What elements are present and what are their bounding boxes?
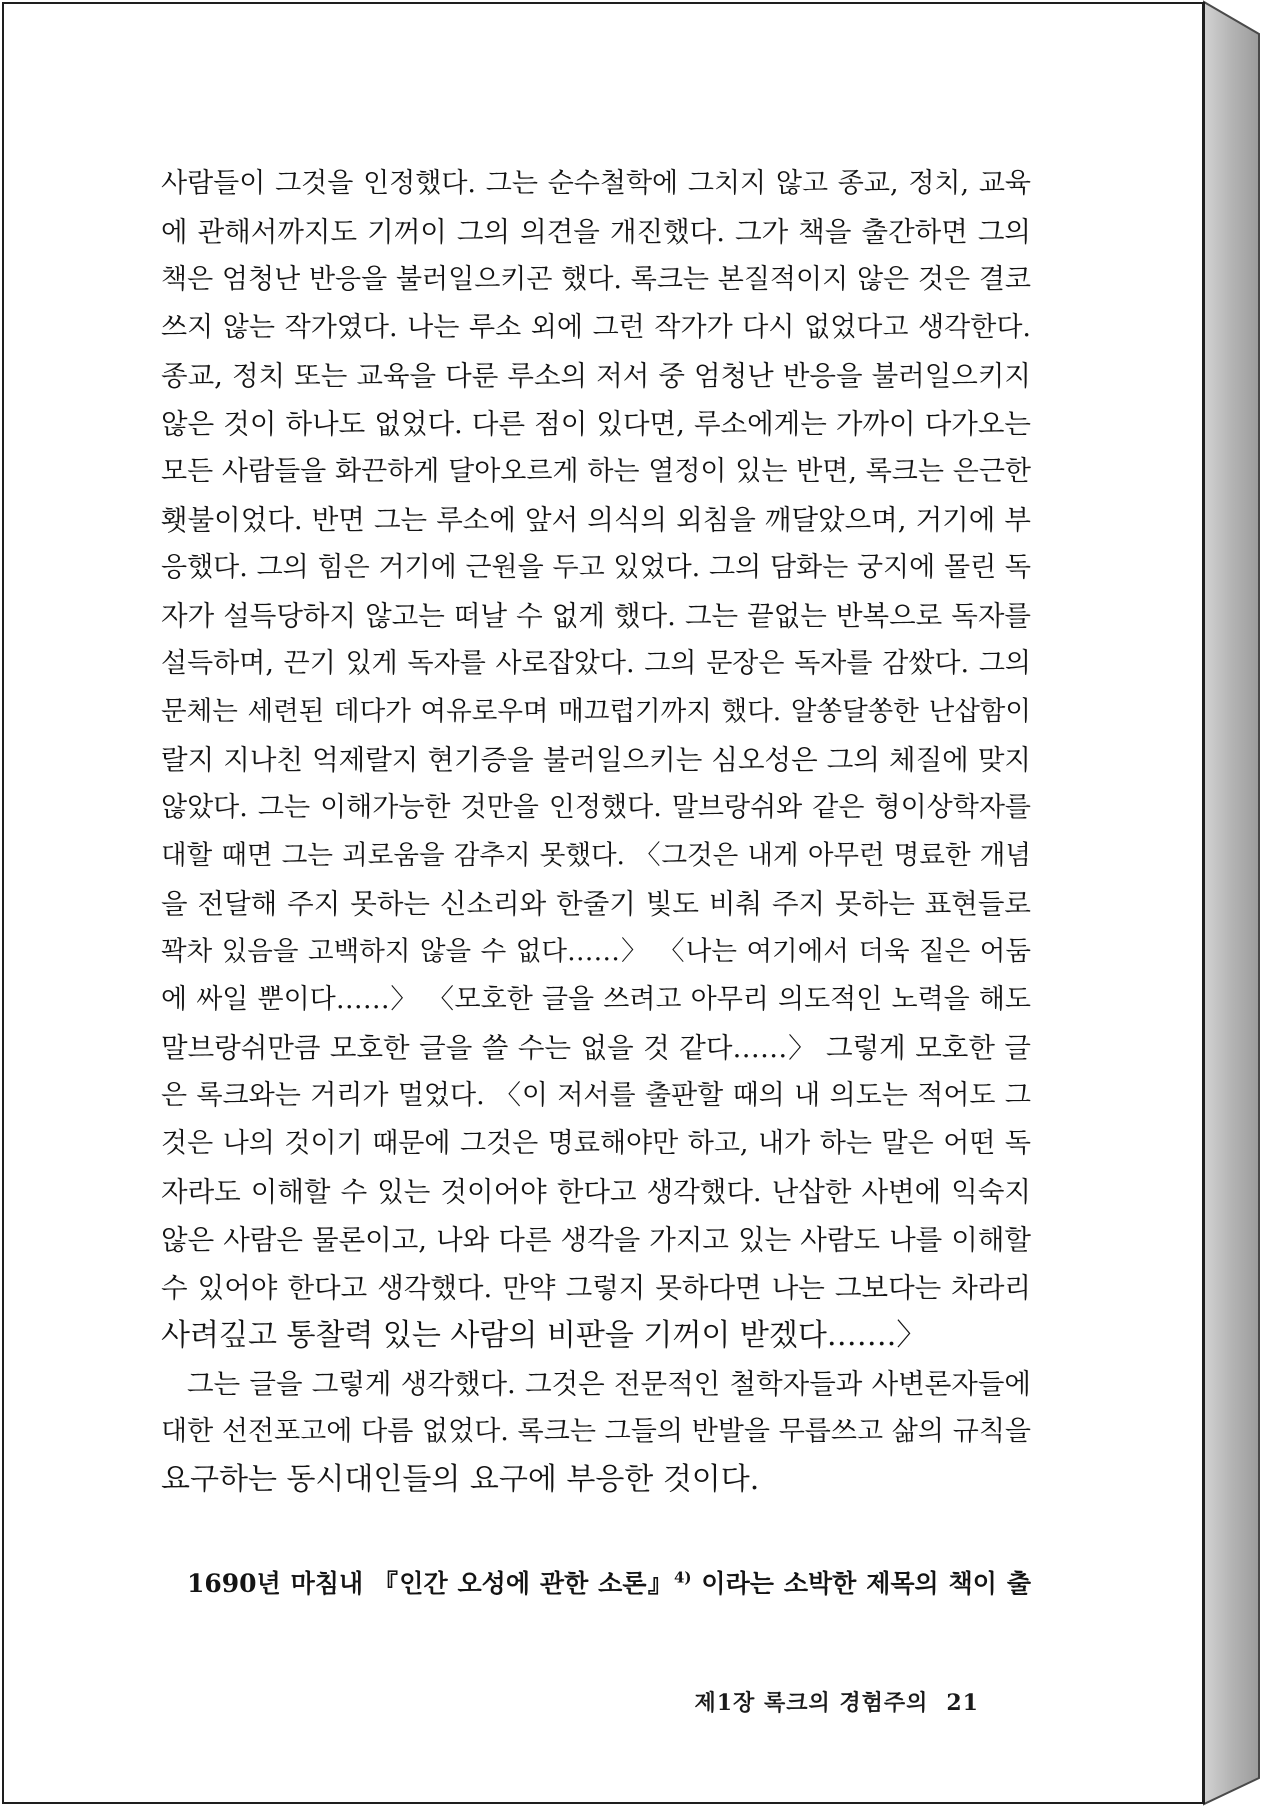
text-line: 쓰지 않는 작가였다. 나는 루소 외에 그런 작가가 다시 없었다고 생각한다. <box>161 312 1031 343</box>
text-line: 수 있어야 한다고 생각했다. 만약 그렇지 못하다면 나는 그보다는 차라리 <box>161 1272 1031 1304</box>
text-line: 그는 글을 그렇게 생각했다. 그것은 전문적인 철학자들과 사변론자들에 <box>187 1368 1031 1400</box>
body-text <box>161 160 1031 1608</box>
text-line: 않은 사람은 물론이고, 나와 다른 생각을 가지고 있는 사람도 나를 이해할 <box>161 1224 1031 1256</box>
text-line <box>161 1560 1031 1608</box>
text-line: 사람들이 그것을 인정했다. 그는 순수철학에 그치지 않고 종교, 정치, 교육 <box>161 168 1031 199</box>
page-number: 21 <box>946 1690 979 1716</box>
closing-text-before: 1690년 마침내 『인간 오성에 관한 소론』 <box>187 1569 674 1598</box>
text-line: 않은 것이 하나도 없었다. 다른 점이 있다면, 루소에게는 가까이 다가오는 <box>161 408 1031 440</box>
text-line: 에 싸일 뿐이다……〉 〈모호한 글을 쓰려고 아무리 의도적인 노력을 해도 <box>161 984 1031 1015</box>
text-line: 대한 선전포고에 다름 없었다. 록크는 그들의 반발을 무릅쓰고 삶의 규칙을 <box>161 1416 1031 1447</box>
text-line: 을 전달해 주지 못하는 신소리와 한줄기 빛도 비춰 주지 못하는 표현들로 <box>161 888 1031 920</box>
text-line: 것은 나의 것이기 때문에 그것은 명료해야만 하고, 내가 하는 말은 어떤 독 <box>161 1128 1031 1159</box>
text-line: 요구하는 동시대인들의 요구에 부응한 것이다. <box>161 1462 760 1497</box>
text-line: 응했다. 그의 힘은 거기에 근원을 두고 있었다. 그의 담화는 궁지에 몰린 독 <box>161 552 1031 583</box>
paragraph <box>161 1360 1031 1504</box>
paragraph <box>161 1560 1031 1608</box>
text-line: 문체는 세련된 데다가 여유로우며 매끄럽기까지 했다. 알쏭달쏭한 난삽함이 <box>161 696 1031 727</box>
text-line: 모든 사람들을 화끈하게 달아오르게 하는 열정이 있는 반면, 록크는 은근한 <box>161 456 1031 487</box>
text-line: 대할 때면 그는 괴로움을 감추지 못했다. 〈그것은 내게 아무런 명료한 개념 <box>161 840 1031 871</box>
paragraph <box>161 160 1031 1360</box>
text-line: 자라도 이해할 수 있는 것이어야 한다고 생각했다. 난삽한 사변에 익숙지 <box>161 1176 1031 1208</box>
text-line: 사려깊고 통찰력 있는 사람의 비판을 기꺼이 받겠다…….〉 <box>161 1318 927 1353</box>
text-line: 횃불이었다. 반면 그는 루소에 앞서 의식의 외침을 깨달았으며, 거기에 부 <box>161 504 1031 536</box>
text-line: 에 관해서까지도 기꺼이 그의 의견을 개진했다. 그가 책을 출간하면 그의 <box>161 216 1031 248</box>
text-line: 책은 엄청난 반응을 불러일으키곤 했다. 록크는 본질적이지 않은 것은 결코 <box>161 264 1031 295</box>
text-line: 종교, 정치 또는 교육을 다룬 루소의 저서 중 엄청난 반응을 불러일으키지 <box>161 360 1031 392</box>
text-line: 말브랑쉬만큼 모호한 글을 쓸 수는 없을 것 같다……〉 그렇게 모호한 글 <box>161 1032 1031 1064</box>
text-line: 않았다. 그는 이해가능한 것만을 인정했다. 말브랑쉬와 같은 형이상학자를 <box>161 792 1031 823</box>
text-line: 은 록크와는 거리가 멀었다. 〈이 저서를 출판할 때의 내 의도는 적어도 그 <box>161 1080 1031 1111</box>
book-edge <box>1202 0 1261 1806</box>
text-line: 랄지 지나친 억제랄지 현기증을 불러일으키는 심오성은 그의 체질에 맞지 <box>161 744 1031 776</box>
text-line: 꽉차 있음을 고백하지 않을 수 없다……〉 〈나는 여기에서 더욱 짙은 어둠 <box>161 936 1031 967</box>
text-line: 설득하며, 끈기 있게 독자를 사로잡았다. 그의 문장은 독자를 감쌌다. 그의 <box>161 648 1031 679</box>
chapter-title: 제1장 록크의 경험주의 <box>694 1690 929 1716</box>
page-footer <box>694 1686 979 1717</box>
text-line: 자가 설득당하지 않고는 떠날 수 없게 했다. 그는 끝없는 반복으로 독자를 <box>161 600 1031 632</box>
closing-text-after: 이라는 소박한 제목의 책이 출 <box>691 1569 1031 1598</box>
footnote-reference: 4) <box>673 1568 692 1587</box>
